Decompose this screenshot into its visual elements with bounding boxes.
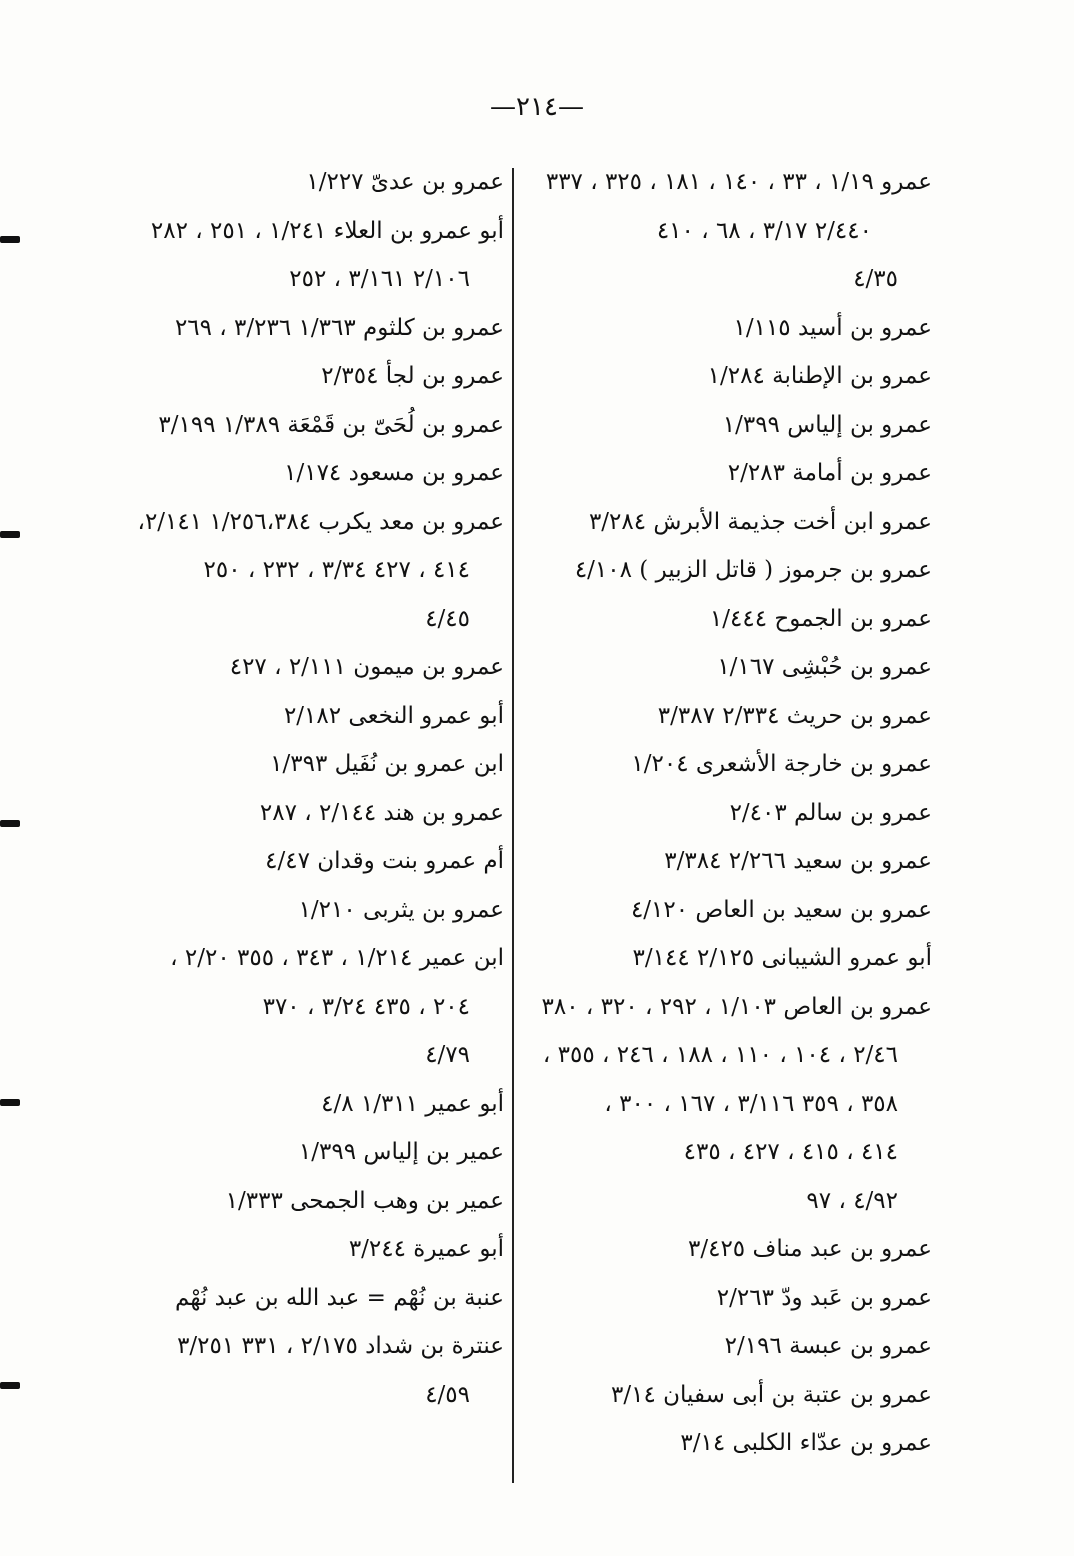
index-entry: عمرو بن الجموح ١/٤٤٤ [709,605,932,632]
index-entry: أبو عميرة ٣/٢٤٤ [348,1236,504,1262]
index-column-left [4,158,504,1419]
index-entry: عمرو ١/١٩ ، ٣٣ ، ١٤٠ ، ١٨١ ، ٣٢٥ ، ٣٣٧ [545,169,932,195]
index-entry: عمرو بن لُحَىّ بن قَمْعَة ١/٣٨٩ ٣/١٩٩ [158,411,504,438]
index-entry: عمرو بن خارجة الأشعرى ١/٢٠٤ [631,751,932,777]
index-entry: عمرو بن جرموز ( قاتل الزبير ) ٤/١٠٨ [574,557,932,583]
index-entry: عمرو بن عبسة ٢/١٩٦ [724,1333,932,1359]
index-entry: عمرو بن ميمون ٢/١١١ ، ٤٢٧ [229,654,504,680]
index-entry: أبو عمرو النخعى ٢/١٨٢ [283,702,504,729]
index-entry: عمرو بن هند ٢/١٤٤ ، ٢٨٧ [259,799,504,826]
index-entry: عمرو بن عدّاء الكلبى ٣/١٤ [680,1430,932,1456]
index-entry: أبو عمير ١/٣١١ ٤/٨ [321,1090,504,1117]
margin-mark [0,1382,20,1389]
index-entry: ٢/٤٤٠ ٣/١٧ ، ٦٨ ، ٤١٠ [656,217,872,244]
index-entry: عمرو بن عبد مناف ٣/٤٢٥ [688,1236,932,1262]
index-entry: عمرو بن سالم ٢/٤٠٣ [729,799,932,826]
index-entry: عمير بن إلياس ١/٣٩٩ [298,1139,504,1165]
index-entry: عمرو بن أمامة ٢/٢٨٣ [727,460,932,486]
index-entry: عمرو ابن أخت جذيمة الأبرش ٣/٢٨٤ [588,508,932,535]
index-entry: عمرو بن حريث ٢/٣٣٤ ٣/٣٨٧ [657,702,932,729]
index-entry: ٤/٥٩ [425,1381,470,1408]
index-entry: عمرو بن عَبد ودّ ٢/٢٦٣ [716,1284,932,1311]
index-entry: عمرو بن إلياس ١/٣٩٩ [722,411,932,438]
index-entry: ٢/١٠٦ ٣/١٦١ ، ٢٥٢ [289,266,470,292]
index-entry: ٤١٤ ، ٤١٥ ، ٤٢٧ ، ٤٣٥ [683,1139,898,1165]
index-entry: ابن عمرو بن نُفَيل ١/٣٩٣ [270,751,504,777]
index-entry: ٤/٧٩ [425,1042,470,1068]
index-entry: أبو عمرو بن العلاء ١/٢٤١ ، ٢٥١ ، ٢٨٢ [150,217,504,244]
index-entry: عمرو بن عدىّ ١/٢٢٧ [306,169,504,195]
index-entry: عمرو بن لجأ ٢/٣٥٤ [321,363,504,389]
index-entry: ٤١٤ ، ٤٢٧ ٣/٣٤ ، ٢٣٢ ، ٢٥٠ [203,557,470,583]
margin-mark [0,1099,20,1106]
index-entry: ابن عمير ١/٢١٤ ، ٣٤٣ ، ٣٥٥ ٢/٢٠ ، [170,945,504,971]
index-entry: عمرو بن أسيد ١/١١٥ [733,314,932,341]
index-entry: ٣٥٨ ، ٣٥٩ ٣/١١٦ ، ١٦٧ ، ٣٠٠ ، [604,1090,898,1117]
index-entry: عنترة بن شداد ٢/١٧٥ ، ٣٣١ ٣/٢٥١ [177,1333,504,1359]
index-entry: عمرو بن حُبْشِى ١/١٦٧ [717,654,932,680]
index-entry: عمرو بن سعيد ٢/٢٦٦ ٣/٣٨٤ [664,848,932,874]
index-entry: عمرو بن يثربى ١/٢١٠ [298,896,504,923]
margin-mark [0,820,20,827]
index-entry: أبو عمرو الشيبانى ٢/١٢٥ ٣/١٤٤ [632,945,932,971]
index-entry: عمرو بن الإطنابة ١/٢٨٤ [707,363,932,389]
margin-mark [0,531,20,538]
index-entry: عمرو بن عتبة بن أبى سفيان ٣/١٤ [611,1381,932,1408]
index-entry: ٤/٣٥ [853,266,898,292]
index-entry: ٤/٩٢ ، ٩٧ [806,1187,898,1214]
index-entry: ٤/٤٥ [425,605,470,632]
index-entry: عمرو بن العاص ١/١٠٣ ، ٢٩٢ ، ٣٢٠ ، ٣٨٠ [541,993,932,1020]
index-entry: عمير بن وهب الجمحى ١/٣٣٣ [225,1187,504,1214]
margin-mark [0,236,20,243]
index-entry: عمرو بن سعيد بن العاص ٤/١٢٠ [630,896,932,923]
page-number: —٢١٤— [490,92,584,122]
index-entry: عمرو بن كلثوم ١/٣٦٣ ٣/٢٣٦ ، ٢٦٩ [174,314,504,341]
index-column-right [512,158,932,1468]
index-entry: أم عمرو بنت وقدان ٤/٤٧ [265,848,504,874]
index-entry: ٢٠٤ ، ٤٣٥ ٣/٢٤ ، ٣٧٠ [262,993,470,1020]
index-entry: عمرو بن مسعود ١/١٧٤ [284,460,504,486]
index-entry: عمرو بن معد يكرب ١/٢٥٦،٣٨٤ ٢/١٤١، [137,508,504,535]
index-entry: عنبة بن نُهْم = عبد الله بن عبد نُهْم [175,1284,504,1311]
index-entry: ٢/٤٦ ، ١٠٤ ، ١١٠ ، ١٨٨ ، ٢٤٦ ، ٣٥٥ ، [542,1042,898,1068]
